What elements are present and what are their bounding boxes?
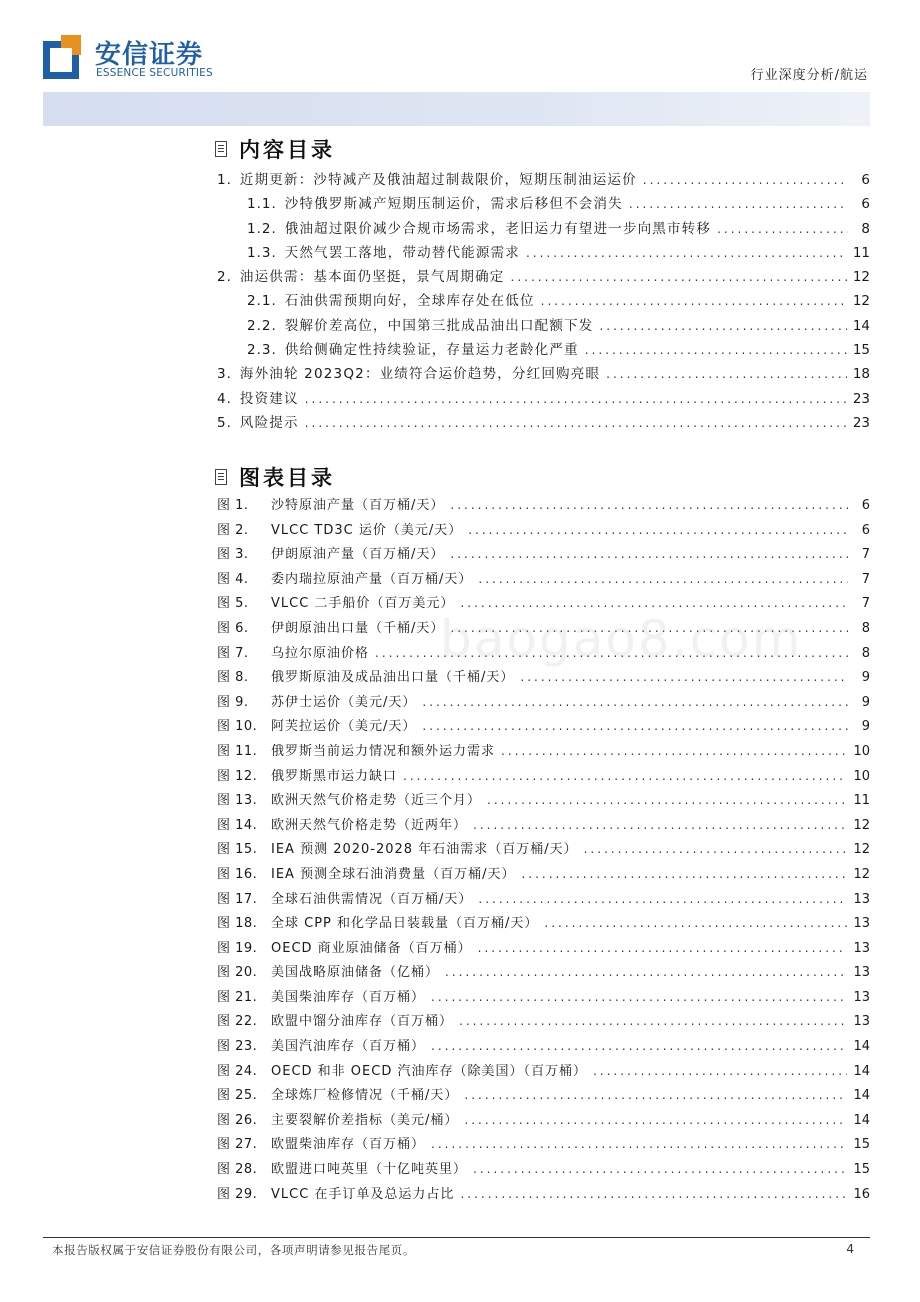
contents-entry-page[interactable]: 6 [861, 196, 870, 213]
dot-leader [599, 319, 846, 333]
contents-entry-page[interactable]: 11 [852, 244, 870, 261]
figure-entry-number: 图 23. [217, 1039, 258, 1055]
dot-leader [585, 343, 847, 357]
figure-entry[interactable] [217, 937, 870, 962]
figure-entry[interactable] [217, 1010, 870, 1035]
contents-section [217, 134, 870, 435]
contents-entry[interactable] [217, 217, 870, 241]
figure-entry-number: 图 26. [217, 1112, 258, 1128]
figure-entry-label[interactable]: 全球石油供需情况（百万桶/天） [271, 891, 473, 907]
contents-entry-label[interactable]: 裂解价差高位，中国第三批成品油出口配额下发 [284, 317, 594, 334]
contents-entry-label[interactable]: 油运供需：基本面仍坚挺，景气周期确定 [239, 269, 505, 286]
figure-entry-label[interactable]: 欧盟柴油库存（百万桶） [271, 1137, 426, 1153]
figure-entry[interactable] [217, 838, 870, 863]
figure-entry[interactable] [217, 1133, 870, 1158]
figure-entry-number: 图 21. [217, 989, 258, 1005]
contents-title: 内容目录 [239, 138, 335, 162]
figure-entry[interactable] [217, 691, 870, 716]
contents-entry-page[interactable]: 14 [852, 317, 870, 334]
figure-entry-page[interactable]: 13 [853, 1014, 870, 1030]
contents-entry-page[interactable]: 12 [852, 293, 870, 310]
figure-entry[interactable] [217, 642, 870, 667]
figure-entry-page[interactable]: 13 [853, 940, 870, 956]
contents-entry-page[interactable]: 23 [852, 414, 870, 431]
figure-entry-label[interactable]: 伊朗原油出口量（千桶/天） [271, 620, 445, 636]
dot-leader [593, 1064, 847, 1078]
dot-leader [305, 416, 847, 430]
figure-entry[interactable] [217, 814, 870, 839]
figure-entry-number: 图 5. [217, 596, 249, 612]
figure-entry[interactable] [217, 740, 870, 765]
figure-entry-number: 图 9. [217, 694, 249, 710]
figure-entry-number: 图 14. [217, 817, 258, 833]
dot-leader [717, 222, 848, 236]
contents-list [217, 168, 870, 435]
document-icon [215, 469, 227, 485]
figure-entry-label[interactable]: 欧洲天然气价格走势（近两年） [271, 817, 468, 833]
header-band [43, 92, 870, 126]
page-header [0, 0, 920, 130]
dot-leader [431, 1137, 847, 1151]
figure-entry-label[interactable]: 欧盟中馏分油库存（百万桶） [271, 1014, 454, 1030]
figure-entry-number: 图 19. [217, 940, 258, 956]
figure-entry-number: 图 11. [217, 743, 258, 759]
figure-entry-number: 图 15. [217, 842, 258, 858]
figure-entry-page[interactable]: 15 [853, 1162, 870, 1178]
contents-entry-number: 2.3. [247, 342, 277, 359]
figure-entry-page[interactable]: 8 [861, 645, 870, 661]
figures-section [217, 462, 870, 1207]
dot-leader [478, 941, 848, 955]
contents-entry-label[interactable]: 天然气罢工落地，带动替代能源需求 [284, 244, 520, 261]
figure-entry-page[interactable]: 6 [861, 522, 870, 538]
contents-entry-number: 5. [217, 414, 232, 431]
dot-leader [473, 1162, 847, 1176]
figure-entry-page[interactable]: 13 [853, 916, 870, 932]
contents-entry[interactable] [217, 289, 870, 313]
figure-entry-number: 图 24. [217, 1063, 258, 1079]
figure-entry-number: 图 2. [217, 522, 249, 538]
figure-entry-label[interactable]: 阿芙拉运价（美元/天） [271, 719, 417, 735]
figure-entry-number: 图 20. [217, 965, 258, 981]
dot-leader [478, 572, 848, 586]
figure-entry-page[interactable]: 10 [853, 768, 870, 784]
contents-entry[interactable] [217, 387, 870, 411]
contents-heading [215, 134, 870, 164]
figure-entry-number: 图 7. [217, 645, 249, 661]
figure-entry-page[interactable]: 7 [861, 571, 870, 587]
figure-entry-number: 图 27. [217, 1137, 258, 1153]
figures-list [217, 494, 870, 1207]
dot-leader [464, 1113, 847, 1127]
figure-entry-label[interactable]: 俄罗斯原油及成品油出口量（千桶/天） [271, 670, 515, 686]
figure-entry[interactable] [217, 961, 870, 986]
figure-entry-label[interactable]: 欧盟进口吨英里（十亿吨英里） [271, 1162, 468, 1178]
document-icon [215, 141, 227, 157]
figure-entry-page[interactable]: 9 [861, 694, 870, 710]
figure-entry-number: 图 28. [217, 1162, 258, 1178]
figure-entry-number: 图 10. [217, 719, 258, 735]
figure-entry-page[interactable]: 14 [853, 1063, 870, 1079]
figure-entry[interactable] [217, 912, 870, 937]
figure-entry-label[interactable]: OECD 商业原油储备（百万桶） [271, 940, 472, 956]
figure-entry-number: 图 25. [217, 1088, 258, 1104]
watermark: baogao8.com [440, 610, 803, 668]
figure-entry-page[interactable]: 9 [861, 719, 870, 735]
figure-entry-label[interactable]: 欧洲天然气价格走势（近三个月） [271, 793, 482, 809]
figure-entry-label[interactable]: 美国柴油库存（百万桶） [271, 989, 426, 1005]
dot-leader [541, 294, 847, 308]
page-number: 4 [846, 1242, 854, 1256]
contents-entry-page[interactable]: 6 [861, 172, 870, 188]
contents-entry-page[interactable]: 8 [861, 220, 870, 237]
contents-entry-number: 2. [217, 269, 232, 286]
figure-entry[interactable] [217, 1060, 870, 1085]
contents-entry-page[interactable]: 18 [852, 366, 870, 383]
contents-entry[interactable] [217, 168, 870, 192]
figure-entry[interactable] [217, 1158, 870, 1183]
contents-entry[interactable] [217, 265, 870, 289]
dot-leader [464, 1088, 847, 1102]
figure-entry[interactable] [217, 1084, 870, 1109]
figure-entry-page[interactable]: 14 [853, 1112, 870, 1128]
figure-entry-label[interactable]: VLCC 二手船价（百万美元） [271, 596, 455, 612]
contents-entry[interactable] [217, 362, 870, 386]
figure-entry-label[interactable]: 主要裂解价差指标（美元/桶） [271, 1112, 459, 1128]
figure-entry-page[interactable]: 16 [853, 1186, 870, 1202]
dot-leader [606, 367, 847, 381]
contents-entry[interactable] [217, 192, 870, 216]
figure-entry[interactable] [217, 888, 870, 913]
figure-entry-label[interactable]: IEA 预测全球石油消费量（百万桶/天） [271, 866, 516, 882]
figure-entry-label[interactable]: OECD 和非 OECD 汽油库存（除美国）（百万桶） [271, 1063, 587, 1079]
figure-entry-number: 图 3. [217, 547, 249, 563]
figure-entry[interactable] [217, 543, 870, 568]
figure-entry-number: 图 29. [217, 1186, 258, 1202]
figure-entry[interactable] [217, 1035, 870, 1060]
footer-divider [43, 1237, 870, 1238]
figures-heading [215, 462, 870, 492]
contents-entry[interactable] [217, 411, 870, 435]
dot-leader [468, 523, 848, 537]
figure-entry-number: 图 18. [217, 916, 258, 932]
contents-entry-label[interactable]: 沙特俄罗斯减产短期压制运价，需求后移但不会消失 [284, 196, 623, 213]
figure-entry-number: 图 16. [217, 866, 258, 882]
dot-leader [422, 695, 848, 709]
figure-entry-label[interactable]: 俄罗斯当前运力情况和额外运力需求 [271, 743, 496, 759]
dot-leader [473, 818, 847, 832]
figure-entry-label[interactable]: VLCC 在手订单及总运力占比 [271, 1186, 455, 1202]
contents-entry-label[interactable]: 供给侧确定性持续验证，存量运力老龄化严重 [284, 342, 579, 359]
figure-entry[interactable] [217, 519, 870, 544]
figure-entry-label[interactable]: 美国汽油库存（百万桶） [271, 1039, 426, 1055]
essence-logo-icon [43, 35, 87, 79]
dot-leader [544, 916, 847, 930]
figure-entry-page[interactable]: 8 [861, 620, 870, 636]
dot-leader [445, 965, 847, 979]
contents-entry-label[interactable]: 投资建议 [239, 390, 299, 407]
dot-leader [450, 621, 848, 635]
figure-entry-number: 图 17. [217, 891, 258, 907]
figure-entry-number: 图 4. [217, 571, 249, 587]
figure-entry[interactable] [217, 863, 870, 888]
figure-entry-label[interactable]: VLCC TD3C 运价（美元/天） [271, 522, 463, 538]
contents-entry[interactable] [217, 241, 870, 265]
dot-leader [521, 867, 847, 881]
figure-entry-number: 图 6. [217, 620, 249, 636]
figure-entry[interactable] [217, 1183, 870, 1208]
figure-entry-page[interactable]: 11 [853, 793, 870, 809]
figure-entry-page[interactable]: 14 [853, 1039, 870, 1055]
figure-entry-number: 图 12. [217, 768, 258, 784]
contents-entry-number: 2.1. [247, 293, 277, 310]
company-name-cn: 安信证券 [95, 40, 204, 70]
contents-entry-number: 1.1. [247, 196, 277, 213]
figure-entry-label[interactable]: 伊朗原油产量（百万桶/天） [271, 547, 445, 563]
dot-leader [487, 793, 847, 807]
footer-disclaimer: 本报告版权属于安信证券股份有限公司，各项声明请参见报告尾页。 [52, 1243, 415, 1257]
company-name-en: ESSENCE SECURITIES [96, 67, 213, 79]
contents-entry-number: 3. [217, 366, 232, 383]
figure-entry-page[interactable]: 12 [853, 866, 870, 882]
dot-leader [629, 197, 848, 211]
figure-entry[interactable] [217, 666, 870, 691]
contents-entry-page[interactable]: 15 [852, 342, 870, 359]
contents-entry-label[interactable]: 风险提示 [239, 414, 299, 431]
dot-leader [450, 547, 848, 561]
figure-entry-page[interactable]: 14 [853, 1088, 870, 1104]
figure-entry-page[interactable]: 12 [853, 842, 870, 858]
figure-entry[interactable] [217, 765, 870, 790]
figure-entry-page[interactable]: 7 [861, 596, 870, 612]
figure-entry[interactable] [217, 494, 870, 519]
figure-entry-label[interactable]: IEA 预测 2020-2028 年石油需求（百万桶/天） [271, 842, 578, 858]
contents-entry-label[interactable]: 石油供需预期向好，全球库存处在低位 [284, 293, 535, 310]
figure-entry-number: 图 8. [217, 670, 249, 686]
figure-entry-page[interactable]: 13 [853, 989, 870, 1005]
report-type: 行业深度分析/航运 [750, 68, 868, 83]
dot-leader [305, 392, 847, 406]
dot-leader [478, 892, 847, 906]
contents-entry-number: 1.3. [247, 244, 277, 261]
dot-leader [403, 769, 847, 783]
contents-entry-number: 2.2. [247, 317, 277, 334]
dot-leader [520, 670, 848, 684]
figure-entry-label[interactable]: 全球炼厂检修情况（千桶/天） [271, 1088, 459, 1104]
dot-leader [460, 596, 848, 610]
contents-entry-label[interactable]: 海外油轮 2023Q2：业绩符合运价趋势，分红回购亮眼 [239, 366, 601, 383]
contents-entry[interactable] [217, 338, 870, 362]
figure-entry-page[interactable]: 13 [853, 891, 870, 907]
figures-title: 图表目录 [239, 466, 335, 490]
contents-entry-number: 1.2. [247, 220, 277, 237]
figure-entry-page[interactable]: 13 [853, 965, 870, 981]
dot-leader [450, 498, 848, 512]
figure-entry[interactable] [217, 617, 870, 642]
contents-entry-label[interactable]: 俄油超过限价减少合规市场需求，老旧运力有望进一步向黑市转移 [284, 220, 712, 237]
figure-entry-number: 图 1. [217, 498, 249, 513]
contents-entry-page[interactable]: 12 [852, 269, 870, 286]
figure-entry-label[interactable]: 苏伊士运价（美元/天） [271, 694, 417, 710]
dot-leader [460, 1187, 847, 1201]
dot-leader [459, 1014, 847, 1028]
figure-entry-label[interactable]: 乌拉尔原油价格 [271, 645, 370, 661]
figure-entry-page[interactable]: 12 [853, 817, 870, 833]
figure-entry-label[interactable]: 美国战略原油储备（亿桶） [271, 965, 440, 981]
dot-leader [422, 719, 848, 733]
figure-entry-number: 图 22. [217, 1014, 258, 1030]
figure-entry[interactable] [217, 789, 870, 814]
contents-entry-page[interactable]: 23 [852, 390, 870, 407]
figure-entry-page[interactable]: 15 [853, 1137, 870, 1153]
dot-leader [526, 246, 847, 260]
contents-entry[interactable] [217, 314, 870, 338]
figure-entry-page[interactable]: 10 [853, 743, 870, 759]
figure-entry[interactable] [217, 592, 870, 617]
figure-entry[interactable] [217, 1109, 870, 1134]
contents-entry-number: 4. [217, 390, 232, 407]
figure-entry-label[interactable]: 全球 CPP 和化学品日装载量（百万桶/天） [271, 916, 539, 932]
dot-leader [431, 990, 847, 1004]
figure-entry[interactable] [217, 715, 870, 740]
dot-leader [375, 646, 848, 660]
dot-leader [643, 173, 848, 187]
figure-entry-label[interactable]: 沙特原油产量（百万桶/天） [271, 498, 445, 513]
contents-entry-number: 1. [217, 172, 232, 188]
figure-entry-label[interactable]: 委内瑞拉原油产量（百万桶/天） [271, 571, 473, 587]
dot-leader [584, 842, 848, 856]
figure-entry-label[interactable]: 俄罗斯黑市运力缺口 [271, 768, 398, 784]
figure-entry-number: 图 13. [217, 793, 258, 809]
dot-leader [501, 744, 847, 758]
dot-leader [431, 1039, 847, 1053]
figure-entry-page[interactable]: 9 [861, 670, 870, 686]
figure-entry[interactable] [217, 986, 870, 1011]
figure-entry-page[interactable]: 6 [861, 498, 870, 513]
dot-leader [511, 270, 847, 284]
contents-entry-label[interactable]: 近期更新：沙特减产及俄油超过制裁限价，短期压制油运运价 [239, 172, 637, 188]
figure-entry-page[interactable]: 7 [861, 547, 870, 563]
figure-entry[interactable] [217, 568, 870, 593]
